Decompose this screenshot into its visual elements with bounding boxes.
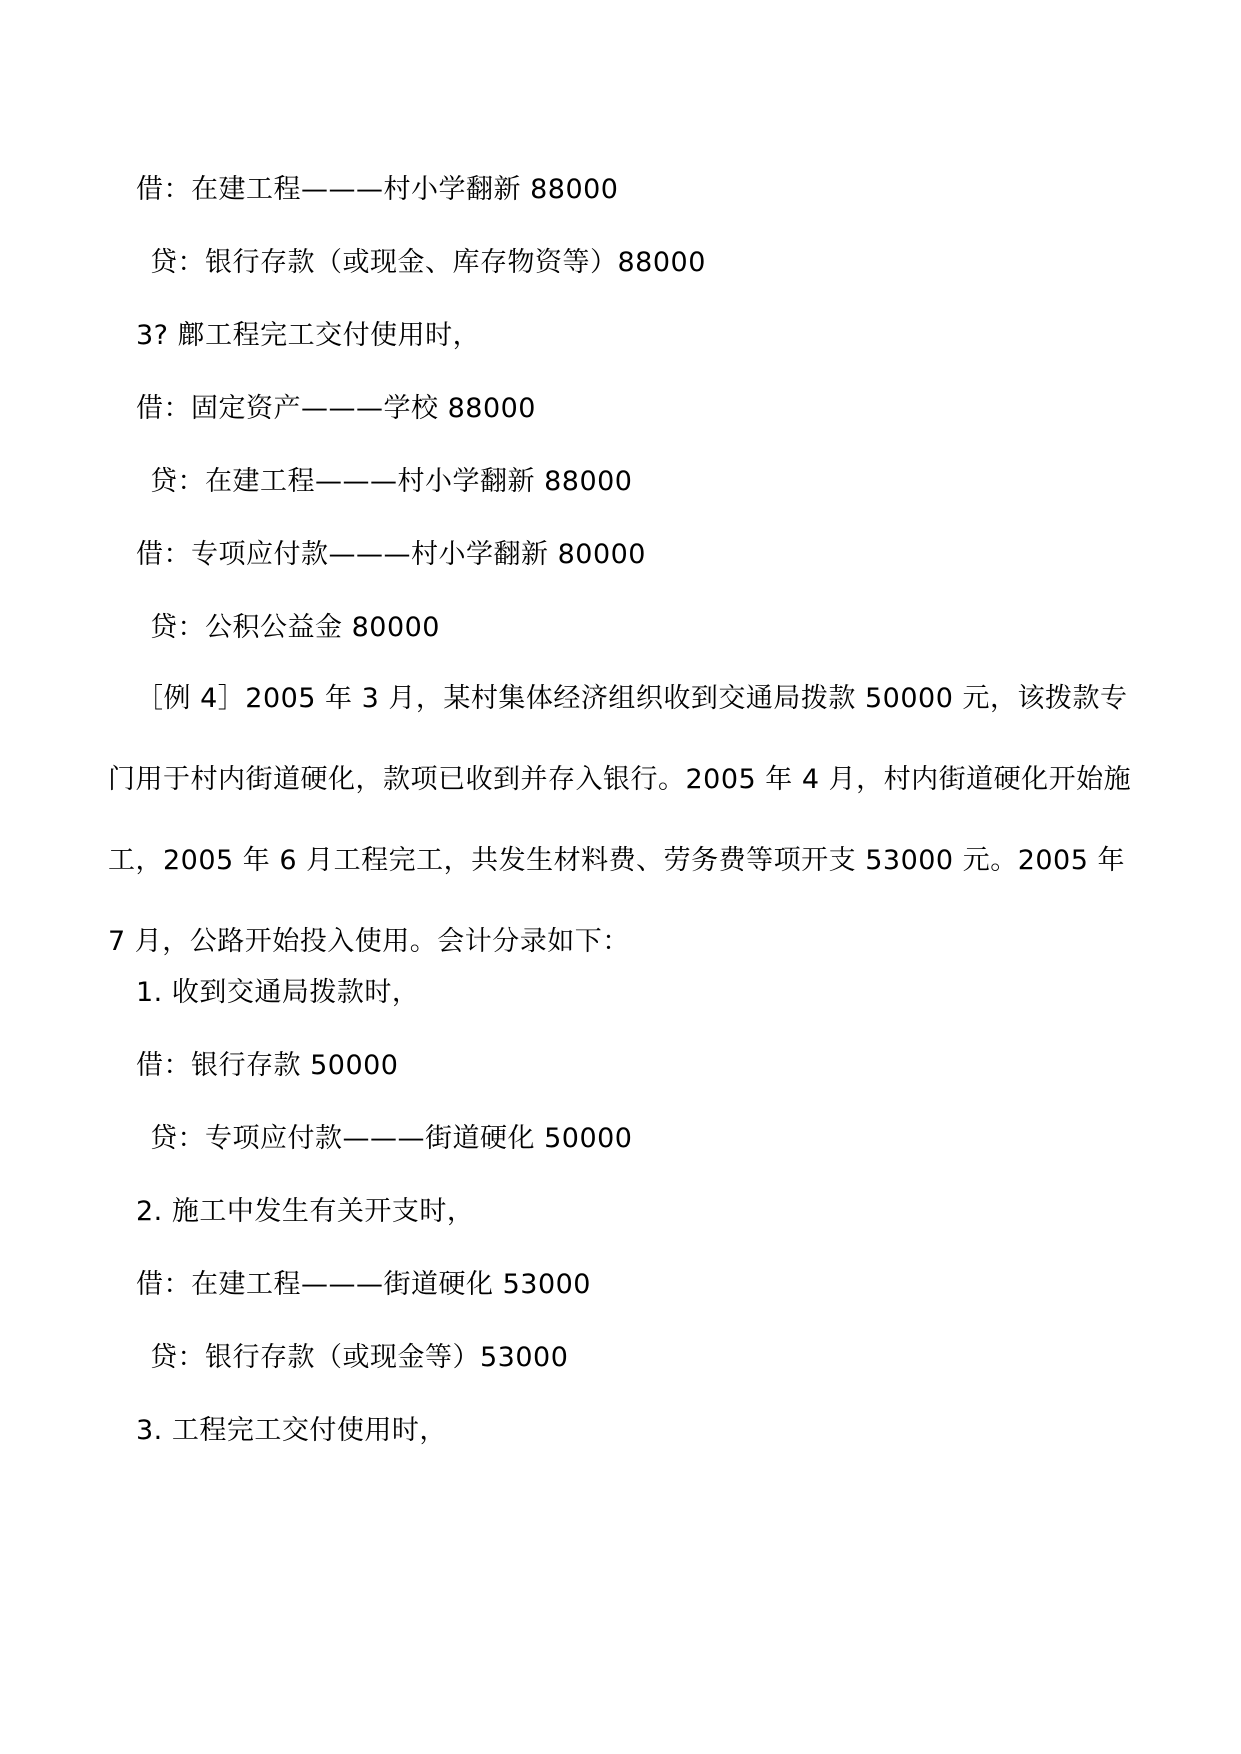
step-heading: 1. 收到交通局拨款时， xyxy=(136,977,420,1008)
journal-entry-debit: 借：专项应付款———村小学翻新 80000 xyxy=(136,539,646,570)
step-heading: 3. 工程完工交付使用时， xyxy=(136,1415,447,1446)
journal-entry-debit: 借：固定资产———学校 88000 xyxy=(136,393,536,424)
journal-entry-credit: 贷：银行存款（或现金等）53000 xyxy=(150,1342,569,1373)
step-heading: 2. 施工中发生有关开支时， xyxy=(136,1196,475,1227)
journal-entry-debit: 借：银行存款 50000 xyxy=(136,1050,399,1081)
journal-entry-debit: 借：在建工程———街道硬化 53000 xyxy=(136,1269,591,1300)
journal-entry-debit: 借：在建工程———村小学翻新 88000 xyxy=(136,174,619,205)
journal-entry-credit: 贷：银行存款（或现金、库存物资等）88000 xyxy=(150,247,706,278)
journal-entry-credit: 贷：专项应付款———街道硬化 50000 xyxy=(150,1123,633,1154)
journal-entry-credit: 贷：在建工程———村小学翻新 88000 xyxy=(150,466,633,497)
step-heading: 3? 鄜工程完工交付使用时， xyxy=(136,320,481,351)
example-paragraph: ［例 4］2005 年 3 月，某村集体经济组织收到交通局拨款 50000 元，该拨款专门用于村内街道硬化，款项已收到并存入银行。2005 年 4 月，村内街道硬化开始施工，2005 年 6 月工程完工，共发生材料费、劳务费等项开支 53000 元。2005 年 7 月，公路开始投入使用。会计分录如下： xyxy=(108,683,1132,957)
journal-entry-credit: 贷：公积公益金 80000 xyxy=(150,612,440,643)
